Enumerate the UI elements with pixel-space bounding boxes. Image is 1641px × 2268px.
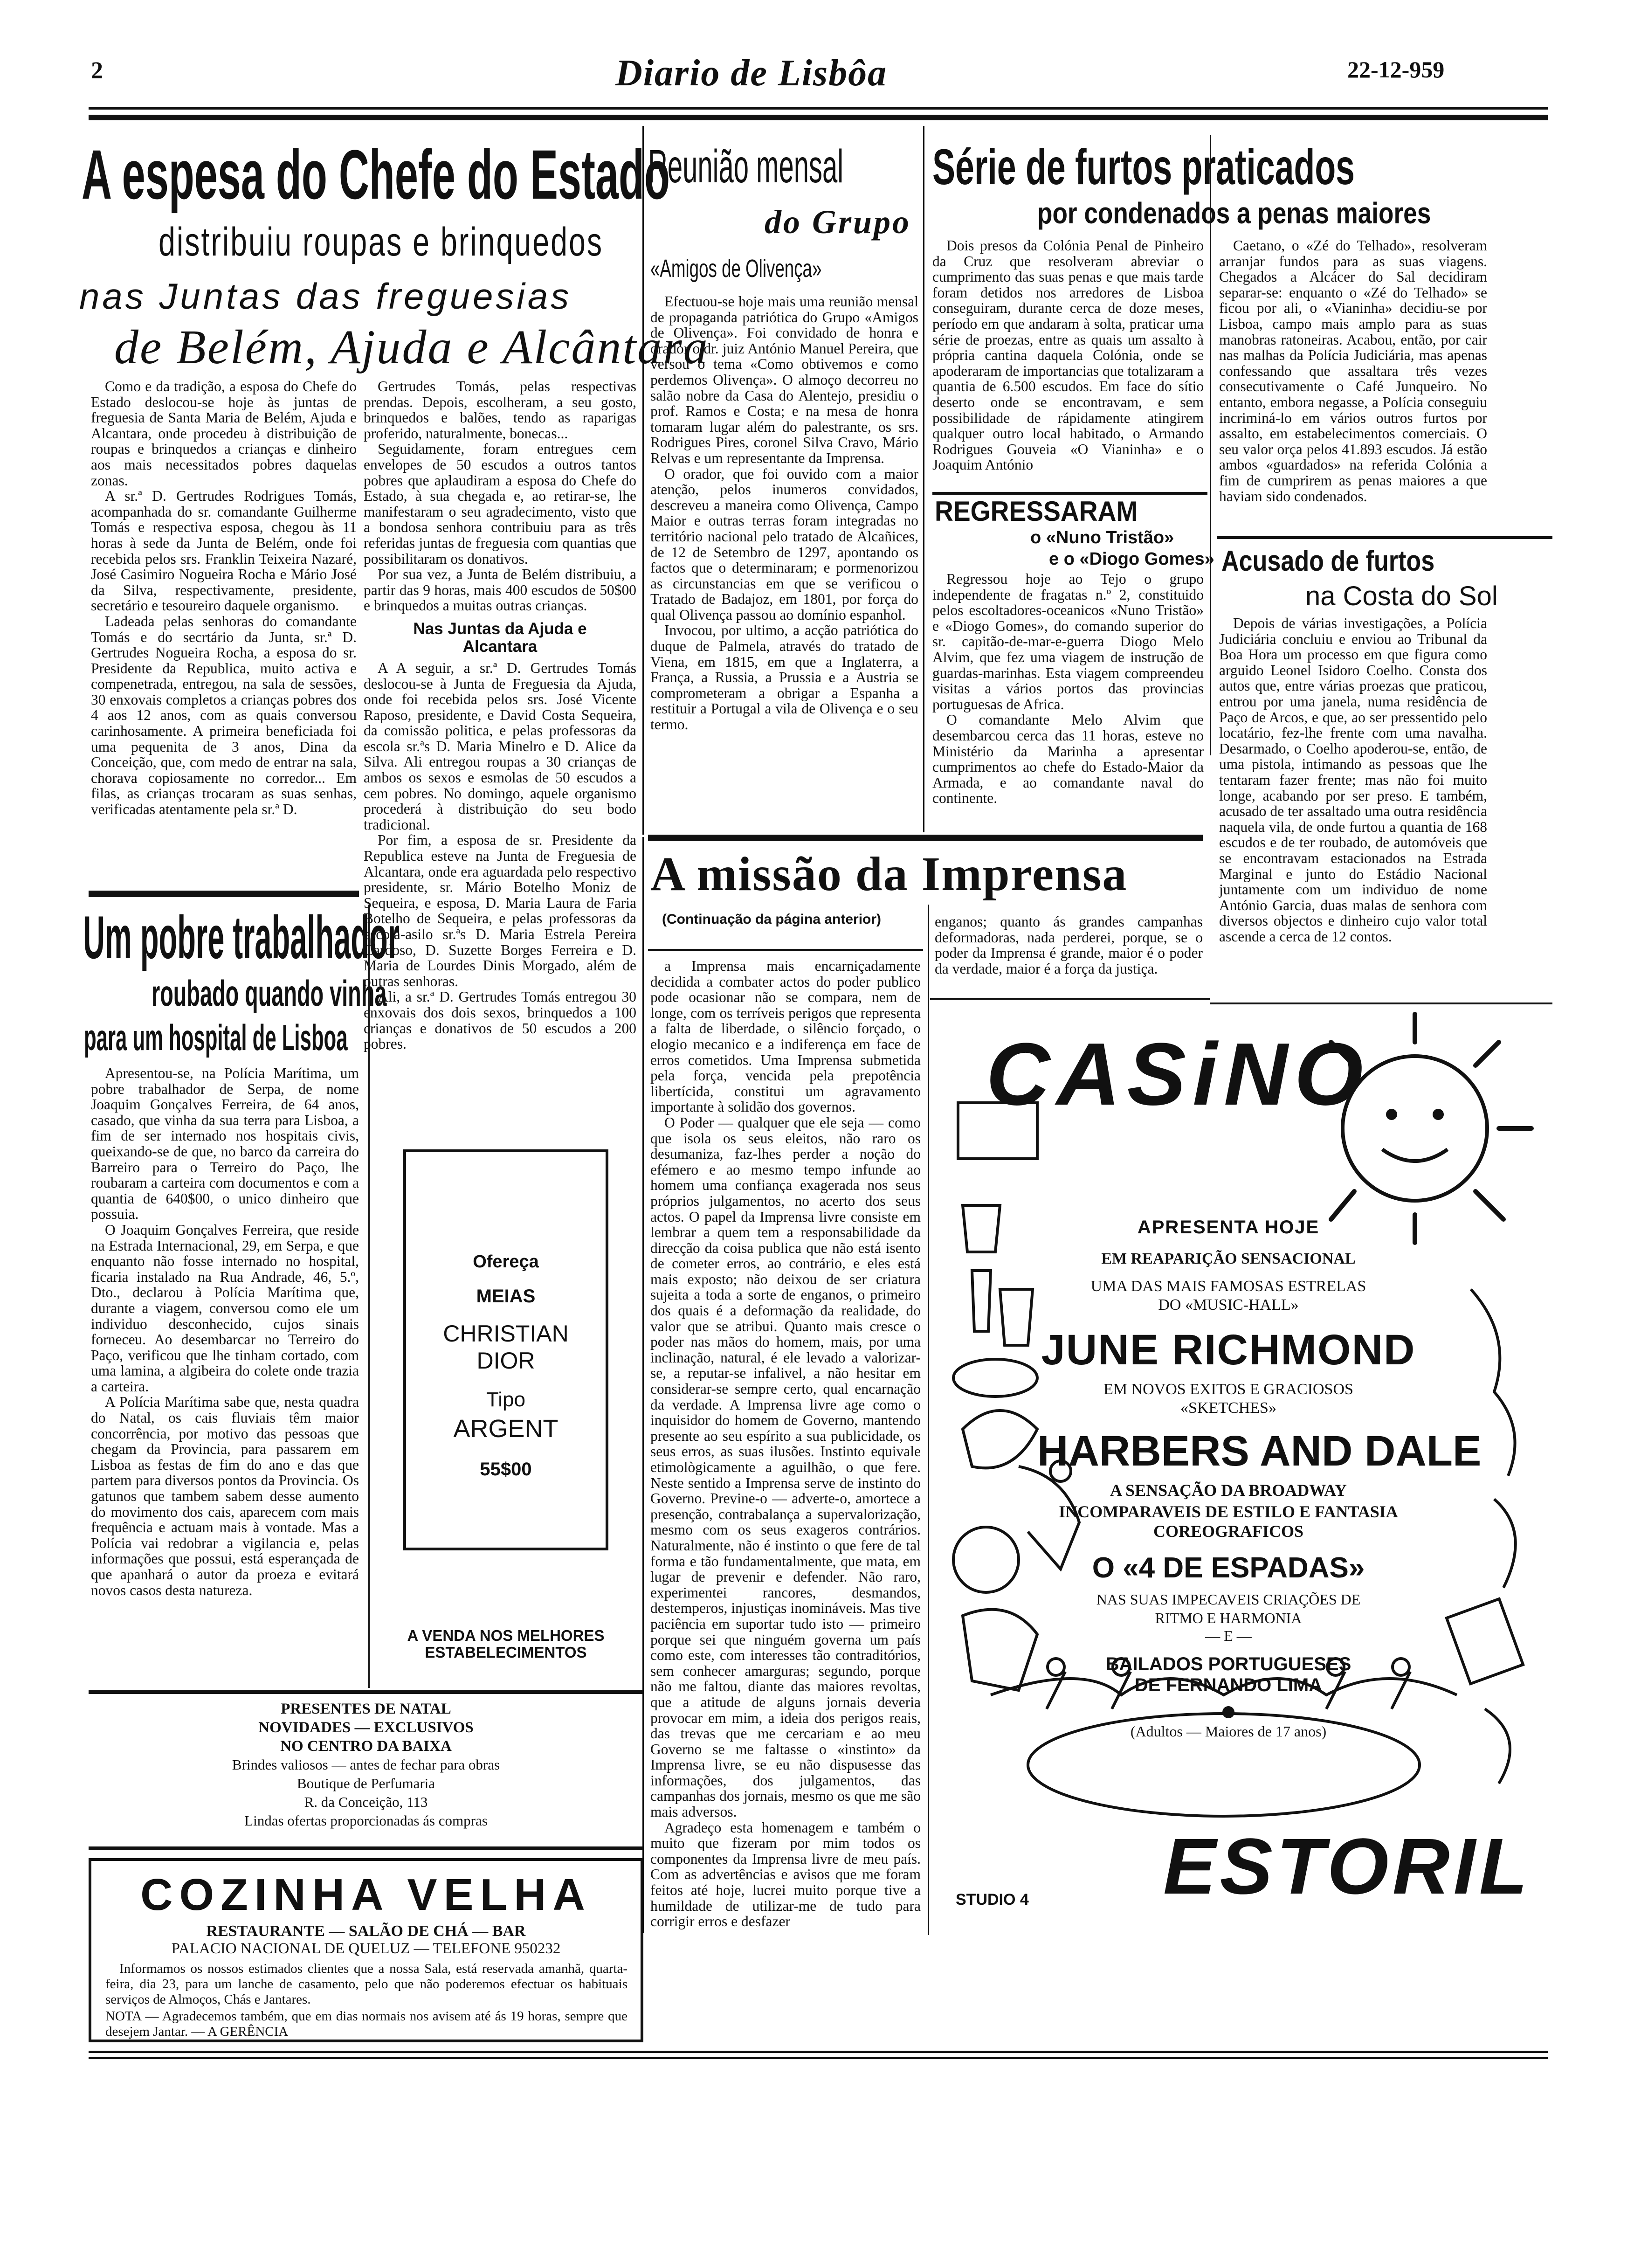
article-text-col2: Gertrudes Tomás, pelas respectivas prendas. Depois, escolheram, a seu gosto, brinquedos e balões, tendo as raparigas proferido, naturalmente, bonecas... Seguidamente, foram entregues cem envelopes de 50 escudos a outros tantos pobres que aplaudiram a esposa do Chefe do Estado, à sua chegada e, ao retirar-se, lhe manifestaram o seu agradecimento, visto que a bondosa senhora contribuiu para as três referidas juntas de freguesia com quantias que possibilitaram os donativos. Por sua vez, a Junta de Belém distribuiu, a partir das 9 horas, mais 400 escudos de 50$00 e brinquedos a muitas outras crianças. Nas Juntas da Ajuda e Alcantara A A seguir, a sr.ª D. Gertrudes Tomás deslocou-se à Junta de Freguesia da Ajuda, onde foi recebida pelos srs. José Vicente Raposo, presidente, e David Costa Sequeira, da comissão politica, e pelas professoras da escola sr.ªs D. Maria Minelro e D. Alice da Silva. Ali entregou roupas a 30 crianças de ambos os sexos e esmolas de 50 escudos a cem pobres. No domingo, aquele organismo procederá à distribuição do seu bodo tradicional. Por fim, a esposa de sr. Presidente da Republica esteve na Junta de Freguesia de Alcantara, onde era aguardada pelo respectivo presidente, sr. Mário Botelho Moniz de Sequeira, e esposa, D. Maria Laura de Faria Botelho de Sequeira, e pelas professoras da escola-asilo sr.ªs D. Maria Estrela Pereira Cardoso, D. Suzette Borges Ferreira e D. Maria de Lourdes Dinis Morgado, além de outras senhoras. Ali, a sr.ª D. Gertrudes Tomás entregou 30 enxovais dos dois sexos, brinquedos a 100 crianças e donativos de 50 escudos a 200 pobres.	[364, 378, 636, 1052]
regressaram-headline: REGRESSARAM	[935, 496, 1138, 527]
presentes-l5: Boutique de Perfumaria	[296, 1775, 435, 1791]
worker-subhead-2: para um hospital de Lisboa	[84, 1017, 348, 1058]
olivenca-headline-1: Reunião mensal	[648, 140, 844, 193]
cozinha-text-1: Informamos os nossos estimados clientes que a nossa Sala, está reservada amanhã, quarta-feira, dia 23, para um lanche de casamento, pelo que não poderemos efectuar os habituais serviços de Almoços, Chás e Jantares.	[105, 1961, 627, 2007]
section-rule	[932, 492, 1207, 495]
presentes-l3: NO CENTRO DA BAIXA	[280, 1738, 452, 1755]
imprensa-headline: A missão da Imprensa	[650, 847, 1128, 901]
casino-l4: JUNE RICHMOND	[1041, 1326, 1416, 1374]
casino-l5: EM NOVOS EXITOS E GRACIOSOS «SKETCHES»	[1103, 1381, 1353, 1417]
casino-l12: BAILADOS PORTUGUESES	[1105, 1654, 1351, 1674]
section-rule	[1217, 536, 1552, 539]
header-rule-top	[89, 107, 1548, 110]
acusado-headline-2: na Costa do Sol	[1305, 581, 1498, 611]
cozinha-text-2: NOTA — Agradecemos também, que em dias normais nos avisem até ás 19 horas, sempre que desejem Jantar. — A GERÊNCIA	[105, 2009, 627, 2039]
column-divider	[923, 126, 924, 832]
olivenca-headline-3: «Amigos de Olivença»	[650, 255, 822, 283]
casino-title: CASiNO	[986, 1025, 1370, 1124]
section-rule	[1210, 1003, 1552, 1004]
main-subhead-1: distribuiu roupas e brinquedos	[159, 220, 604, 264]
casino-l14: (Adultos — Maiores de 17 anos)	[1130, 1723, 1327, 1740]
header-rule-bottom	[89, 115, 1548, 120]
presentes-l2: NOVIDADES — EXCLUSIVOS	[258, 1719, 474, 1736]
dior-brand: CHRISTIAN	[443, 1321, 569, 1347]
acusado-article-text: Depois de várias investigações, a Polícia Judiciária concluiu e enviou ao Tribunal da Boa Hora um processo em que figura como arguido Leonel Isidoro Coelho. Consta dos autos que, entre várias proezas que praticou, entrou por uma janela, numa residência de Paço de Arcos, e que, ao ser pressentido pelo locatário, fez-lhe frente com uma navalha. Desarmado, o Coelho apoderou-se, então, de uma pistola, intimando as pessoas que lhe tentaram fazer frente; mas não foi muito longe, acabando por ser preso. E também, acusado de ter assaltado uma outra residência naquela vila, de onde furtou a quantia de 168 escudos e de ter roubado, de automóveis que se encontravam estacionados na Estrada Marginal e junto do Estádio Nacional juntamente com um individuo de nome António Garcia, duas malas de senhora com diversos objectos e dinheiro cujo valor total ascende a cerca de 12 contos.	[1219, 615, 1487, 945]
casino-l10: NAS SUAS IMPECAVEIS CRIAÇÕES DE RITMO E HARMONIA	[1096, 1591, 1361, 1626]
column-divider	[928, 905, 929, 1935]
furtos-headline: Série de furtos praticados	[932, 138, 1355, 195]
cozinha-sub2: PALACIO NACIONAL DE QUELUZ — TELEFONE 950232	[171, 1940, 561, 1957]
casino-l3: UMA DAS MAIS FAMOSAS ESTRELAS DO «MUSIC-HALL»	[1090, 1278, 1366, 1314]
presentes-l4: Brindes valiosos — antes de fechar para obras	[232, 1756, 500, 1773]
presentes-l1: PRESENTES DE NATAL	[281, 1701, 451, 1717]
section-rule	[89, 891, 359, 897]
imprensa-continuation: enganos; quanto ás grandes campanhas deformadoras, nada perderei, porque, se o poder da Imprensa é grande, maior é o poder da verdade, maior é a força da justiça.	[935, 913, 1203, 977]
presentes-ad	[89, 1700, 643, 1830]
bullet-icon	[1222, 1706, 1234, 1718]
casino-l9: O «4 DE ESPADAS»	[1092, 1552, 1365, 1584]
dior-product: MEIAS	[476, 1286, 536, 1307]
dior-footer-2: ESTABELECIMENTOS	[425, 1644, 587, 1661]
worker-subhead-1: roubado quando vinha	[152, 973, 387, 1014]
casino-l8: INCOMPARAVEIS DE ESTILO E FANTASIA COREOGRAFICOS	[1059, 1502, 1398, 1541]
page-bottom-rule	[89, 2051, 1548, 2053]
ad-rule	[89, 1846, 643, 1850]
presentes-l7: Lindas ofertas proporcionadas ás compras	[244, 1812, 488, 1829]
olivenca-article-text: Efectuou-se hoje mais uma reunião mensal de propaganda patriótica do Grupo «Amigos de Olivença». Foi convidado de honra e orador o dr. juiz António Manuel Pereira, que versou o tema «Como obtivemos e como perdemos Olivença». O almoço decorreu no salão nobre da Casa do Alentejo, presidiu o prof. Ramos e Costa; e na mesa de honra tomaram lugar além do palestrante, os srs. Rodrigues Pires, coronel Silva Cravo, Mário Relvas e um representante da Imprensa. O orador, que foi ouvido com a maior atenção, pelos inumeros convidados, descreveu a maneira como Olivença, Campo Maior e outras terras foram integradas no território nacional pelo tratado de Alcañices, de 12 de Setembro de 1297, apontando os factos que o determinaram; e pormenorizou as circunstancias em que se verificou o Tratado de Badajoz, em 1801, por força do qual Olivença passou ao domínio espanhol. Invocou, por ultimo, a acção patriótica do duque de Palmela, através do tratado de Viena, em 1815, em que a Inglaterra, a França, a Russia, a Prussia e a Austria se comprometeram a obrigar a Espanha a restituir a Portugal a vila de Olivença e o seu termo.	[650, 293, 918, 733]
regressaram-sub2: e o «Diogo Gomes»	[1049, 549, 1214, 569]
subhead-ajuda: Nas Juntas da Ajuda e Alcantara	[413, 619, 587, 656]
imprensa-article-text: a Imprensa mais encarniçadamente decidida a combater actos do poder publico pode ocasionar não se compara, nem de longe, com os terríveis perigos que representa a falta de liberdade, o silêncio forçado, o elogio mecanico e a indiferença em face de erros cometidos. Uma Imprensa submetida pela força, vencida pela prepotência libertícida, constitui um agravamento importante à solidão dos governos. O Poder — qualquer que ele seja — como que isola os seus eleitos, não raro os desumaniza, faz-lhes perder a noção do efémero e ao mesmo tempo infunde ao homem uma confiança exagerada nos seus próprios julgamentos, no acerto dos seus actos. O papel da Imprensa livre consiste em lembrar a quem tem a responsabilidade da direcção da coisa publica que não está isento de cometer erros, ao contrário, e eles está mais exposto; não deixou de ser criatura sujeita a toda a sorte de enganos, o primeiro dos quais é a deformação da realidade, do valor que se atribui. Quanto mais cresce o poder nas mãos do homem, mais, por uma inclinação, natural, é ele levado a valorizar-se, a reputar-se infalivel, a não hesitar em considerar-se sempre certo, qual encarnação da verdade. A Imprensa livre age como o inquisidor do homem de Governo, mantendo presente ao seu espírito a sua publicidade, os seus erros, as suas ilusões. Instinto equivale etimològicamente a aguilhão, o que fere. Neste sentido a Imprensa serve de instinto do Governo. Previne-o — adverte-o, amortece a presenção, contrabalança a supervalorização, mesmo com os seus exageros contrários. Naturalmente, não é instinto o que fere de tal forma e tão fundamentalmente, que mata, em lugar de prevenir e defender. Não raro, experimentei rancores, desmandos, destemperos, injustiças inomináveis. Mas tive paciência em suportar tudo isto — primeiro porque sei que ninguém governa um país como este, com interesses tão contraditórios, sem conhecer amarguras; segundo, porque não me faltou, diante das maiores revoltas, que a atitude de alguns jornais deveria provocar em mim, a ideia dos perigos reais, das trevas que me cercariam e ao meu Governo se me faltasse o «instinto» da Imprensa livre, se eu não dispusesse das informações, dos julgamentos, das campanhas dos jornais, mesmo os que me são mais adversos. Agradeço esta homenagem e também o muito que fizeram por mim todos os componentes da Imprensa livre de meu país. Com as advertências e avisos que me foram feitos até hoje, lucrei muito porque tive a humildade de utilizar-me de tudo para corrigir erros e desfazer	[650, 958, 921, 1930]
dior-price: 55$00	[480, 1459, 532, 1480]
dior-brand-2: DIOR	[476, 1348, 535, 1374]
furtos-subhead: por condenados a penas maiores	[1037, 196, 1431, 230]
furtos-article-text-2: Caetano, o «Zé do Telhado», resolveram arranjar fundos para as suas viagens. Chegados a Alcácer do Sal decidiram separar-se: enquanto o «Zé do Telhado» se ficou por ali, o «Vianinha» decidiu-se por Lisboa, campo mais amplo para as suas manobras ratoneiras. Acabou, então, por cair nas malhas da Polícia Judiciária, mas apenas confessando que assaltara três vezes consecutivamente o Café Junqueiro. No entanto, embora negasse, a Polícia conseguiu incriminá-lo em vários outros furtos por assalto, em estabelecimentos comerciais. O seu valor orça pelos 41.893 escudos. Já estão ambos «guardados» na referida Colónia a fim de cumprirem as penas maiores a que haviam sido condenados.	[1219, 237, 1487, 505]
imprensa-subhead: (Continuação da página anterior)	[662, 912, 882, 927]
olivenca-headline-2: do Grupo	[765, 203, 911, 241]
casino-l7: A SENSAÇÃO DA BROADWAY	[1110, 1481, 1347, 1500]
page-bottom-rule	[89, 2057, 1548, 2059]
dior-type-label: Tipo	[486, 1388, 525, 1411]
casino-l6: HARBERS AND DALE	[1037, 1427, 1482, 1475]
dior-type: ARGENT	[453, 1415, 558, 1443]
casino-l1: APRESENTA HOJE	[1137, 1217, 1320, 1238]
section-rule	[648, 949, 923, 951]
presentes-l6: R. da Conceição, 113	[304, 1794, 428, 1810]
main-headline: A espesa do Chefe do Estado	[82, 135, 670, 214]
dior-offer: Ofereça	[473, 1252, 539, 1272]
dior-footer-1: A VENDA NOS MELHORES	[407, 1627, 605, 1644]
dior-ad	[373, 1140, 639, 1686]
date: 22-12-959	[1347, 56, 1445, 83]
page-number: 2	[91, 57, 103, 84]
cozinha-velha-ad	[89, 1858, 643, 2042]
worker-headline: Um pobre trabalhador	[83, 903, 400, 971]
casino-footer: ESTORIL	[1163, 1822, 1531, 1911]
casino-l2: EM REAPARIÇÃO SENSACIONAL	[1101, 1250, 1356, 1267]
casino-ad	[944, 1010, 1548, 1919]
article-text-col1: Como e da tradição, a esposa do Chefe do Estado deslocou-se hoje às juntas de freguesia de Santa Maria de Belém, Ajuda e Alcantara, onde procedeu à distribuição de roupas e brinquedos a crianças e dinheiro aos mais necessitados pobres daquelas zonas. A sr.ª D. Gertrudes Rodrigues Tomás, acompanhada do sr. comandante Guilherme Tomás e respectiva esposa, chegou às 11 horas à sede da Junta de Belém, onde foi recebida pelos srs. Franklin Teixeira Nazaré, José Casimiro Nogueira Rocha e Mário José da Silva, respectivamente, presidente, secretário e tesoureiro daquele organismo. Ladeada pelas senhoras do comandante Tomás e do secrtário da Junta, sr.ª D. Gertrudes Nogueira Rocha, a esposa do sr. Presidente da Republica, muito activa e compenetrada, entregou, na sala de sessões, 30 enxovais completos a crianças pobres dos 4 aos 12 anos, com as quais conversou carinhosamente. A primeira beneficiada foi uma pequenita de 3 anos, Dina da Conceição, que, com medo de entrar na sala, chorava copiosamente no corredor... Em filas, as crianças trocaram as suas senhas, verificadas atentamente pela sr.ª D.	[91, 378, 357, 818]
furtos-article-text-1: Dois presos da Colónia Penal de Pinheiro da Cruz que resolveram abreviar o cumprimento das suas penas e que mais tarde foram detidos nos arredores de Lisboa conseguiram, durante cerca de doze meses, período em que andaram à solta, praticar uma série de proezas, entre as quais um assalto à própria cantina daquela Colónia, onde se apoderaram de importancias que totalizaram a quantia de 6.500 escudos. Em face do sítio deserto onde se encontravam, e sem possibilidade de rápidamente atingirem qualquer outro local habitado, o Armando Rodrigues Gouveia «O Vianinha» e o Joaquim António	[932, 237, 1204, 473]
cozinha-title: COZINHA VELHA	[140, 1870, 592, 1920]
column-divider	[642, 126, 644, 835]
acusado-headline-1: Acusado de furtos	[1221, 545, 1435, 577]
regressaram-sub1: o «Nuno Tristão»	[1030, 528, 1174, 547]
ad-rule	[89, 1690, 643, 1694]
dancers-illustration	[1447, 1289, 1523, 1784]
main-subhead-3: de Belém, Ajuda e Alcântara	[114, 320, 709, 374]
casino-studio: STUDIO 4	[956, 1891, 1029, 1908]
casino-l13: DE FERNANDO LIMA	[1134, 1675, 1323, 1695]
main-subhead-2: nas Juntas das freguesias	[79, 276, 572, 317]
regressaram-article-text: Regressou hoje ao Tejo o grupo independente de fragatas n.º 2, constituido pelos escoltadores-oceanicos «Nuno Tristão» e «Diogo Gomes», do comando superior do sr. capitão-de-mar-e-guerra Diogo Melo Alvim, que fez uma viagem de instrução de guardas-marinhas. Esta viagem compreendeu visitas a vários portos das provincias portuguesas de Africa. O comandante Melo Alvim que desembarcou cerca das 11 horas, esteve no Ministério da Marinha a apresentar cumprimentos ao chefe do Estado-Maior da Armada, e ao comandante naval do continente.	[932, 571, 1204, 807]
section-rule	[648, 835, 1203, 841]
section-rule	[930, 998, 1210, 1000]
cozinha-sub1: RESTAURANTE — SALÃO DE CHÁ — BAR	[206, 1922, 526, 1940]
masthead: Diario de Lisbôa	[615, 53, 888, 94]
worker-article-text: Apresentou-se, na Polícia Marítima, um pobre trabalhador de Serpa, de nome Joaquim Gonçalves Ferreira, de 64 anos, casado, que vinha da sua terra para Lisboa, a fim de ser internado nos hospitais civis, queixando-se de que, no barco da carreira do Barreiro para o Terreiro do Paço, lhe roubaram a carteira com documentos e com a quantia de 640$00, o unico dinheiro que possuia. O Joaquim Gonçalves Ferreira, que reside na Estrada Internacional, 29, em Serpa, e que enquanto não fosse internado no hospital, ficaria instalado na Rua Andrade, 46, 5.º, Dto., declarou à Polícia Marítima que, durante a viagem, conversou como ele um individuo desconhecido, cujos sinais forneceu. Ao desembarcar no Terreiro do Paço, verificou que lhe tinham cortado, com uma lamina, a algibeira do colete onde trazia a carteira. A Polícia Marítima sabe que, nesta quadra do Natal, os cais fluviais têm maior concorrência, por motivo das pessoas que chegam da Provincia, para passarem em Lisboa as festas de fim do ano e das que partem para diversos pontos da Provincia. Os gatunos que tambem sabem desse aumento do movimento dos cais, aparecem com mais frequência e actuam mais à vontade. Mas a Polícia vai redobrar a vigilancia e, pelas informações que possui, está esperançada de que apanhará o autor da proeza e evitará novos casos desta natureza.	[91, 1065, 359, 1598]
casino-l11: — E —	[1205, 1627, 1252, 1644]
